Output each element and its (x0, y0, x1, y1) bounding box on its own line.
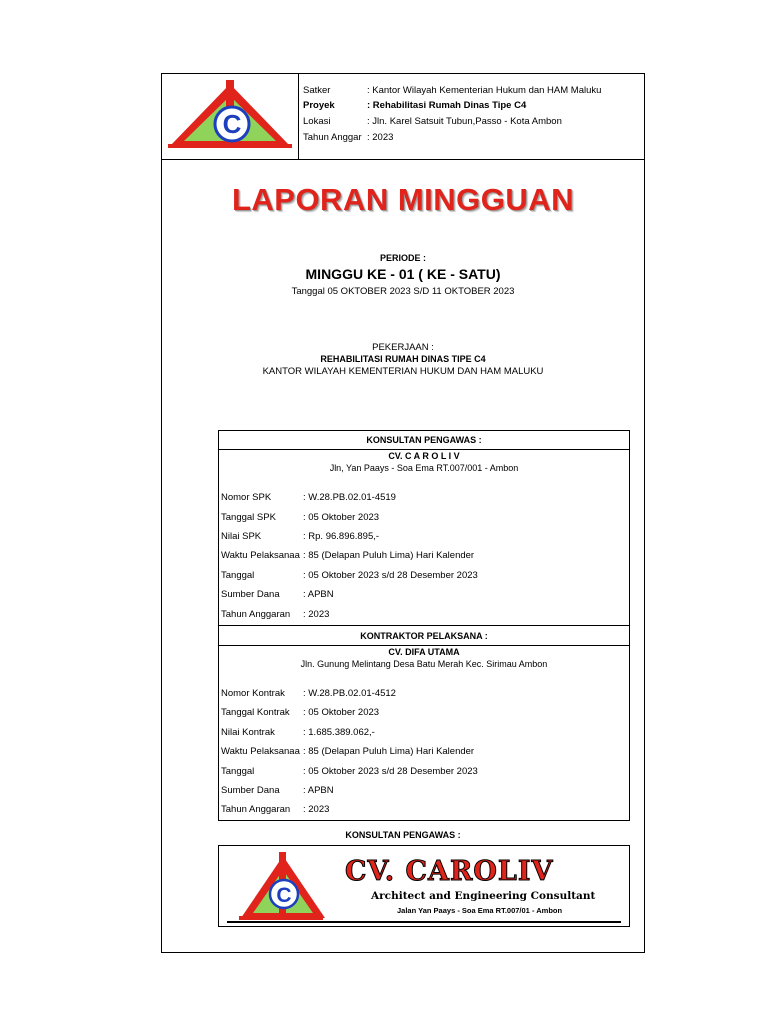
row-value: : 85 (Delapan Puluh Lima) Hari Kalender (303, 550, 475, 561)
header-logo-cell (162, 74, 299, 160)
konsultan-heading: KONSULTAN PENGAWAS : (219, 431, 629, 450)
lokasi-label: Lokasi (303, 116, 331, 127)
pekerjaan-name: REHABILITASI RUMAH DINAS TIPE C4 (320, 354, 486, 364)
lokasi-value: : Jln. Karel Satsuit Tubun,Passo - Kota Ambon (367, 116, 562, 127)
row-key: Waktu Pelaksanaa (221, 550, 300, 561)
report-cover-page (161, 73, 645, 953)
kontraktor-name: CV. DIFA UTAMA (388, 647, 460, 657)
row-key: Tahun Anggaran (221, 609, 291, 620)
konsultan-name: CV. C A R O L I V (388, 451, 460, 461)
row-key: Tanggal SPK (221, 512, 276, 523)
row-value: : 05 Oktober 2023 (303, 512, 380, 523)
row-key: Nomor Kontrak (221, 688, 285, 699)
section-divider (219, 625, 629, 626)
header-info (299, 74, 644, 160)
satker-label: Satker (303, 85, 331, 96)
row-value: : 05 Oktober 2023 s/d 28 Desember 2023 (303, 766, 478, 777)
pekerjaan-office: KANTOR WILAYAH KEMENTERIAN HUKUM DAN HAM MALUKU (262, 366, 544, 377)
kontraktor-row (221, 727, 375, 738)
letterhead-tagline: Architect and Engineering Consultant (371, 890, 596, 902)
letterhead-brand: CV. CAROLIV (345, 856, 554, 887)
consultant-letterhead (218, 845, 630, 927)
row-key: Tanggal Kontrak (221, 707, 290, 718)
kontraktor-row (221, 707, 379, 718)
periode-week: MINGGU KE - 01 ( KE - SATU) (305, 266, 501, 282)
row-key: Tanggal (221, 570, 255, 581)
konsultan-row (221, 609, 329, 620)
letterhead-logo-icon (235, 848, 325, 926)
row-key: Sumber Dana (221, 589, 280, 600)
konsultan-address: Jln, Yan Paays - Soa Ema RT.007/001 - Ambon (329, 463, 519, 473)
proyek-label: Proyek (303, 100, 335, 111)
kontraktor-row (221, 804, 329, 815)
konsultan-row (221, 492, 396, 503)
row-value: : W.28.PB.02.01-4512 (303, 688, 396, 699)
row-value: : 05 Oktober 2023 (303, 707, 380, 718)
tahun-row (303, 132, 393, 143)
proyek-row (303, 100, 526, 111)
kontraktor-heading: KONTRAKTOR PELAKSANA : (219, 627, 629, 646)
row-value: : 1.685.389.062,- (303, 727, 375, 738)
kontraktor-address: Jln. Gunung Melintang Desa Batu Merah Kec. Sirimau Ambon (300, 659, 548, 669)
row-value: : APBN (303, 589, 334, 600)
periode-dates: Tanggal 05 OKTOBER 2023 S/D 11 OKTOBER 2023 (291, 286, 515, 297)
row-value: : W.28.PB.02.01-4519 (303, 492, 396, 503)
row-value: : 05 Oktober 2023 s/d 28 Desember 2023 (303, 570, 478, 581)
satker-value: : Kantor Wilayah Kementerian Hukum dan HAM Maluku (367, 85, 602, 96)
row-value: : 2023 (303, 804, 330, 815)
satker-row (303, 85, 601, 96)
row-value: : Rp. 96.896.895,- (303, 531, 380, 542)
tahun-label: Tahun Anggar (303, 132, 362, 143)
row-key: Sumber Dana (221, 785, 280, 796)
konsultan-row (221, 512, 379, 523)
row-key: Nomor SPK (221, 492, 272, 503)
lokasi-row (303, 116, 562, 127)
letterhead-address: Jalan Yan Paays - Soa Ema RT.007/01 - Ambon (397, 906, 563, 915)
konsultan-row (221, 550, 474, 561)
konsultan-row (221, 531, 379, 542)
kontraktor-row (221, 746, 474, 757)
kontraktor-row (221, 785, 334, 796)
letterhead-underline (227, 921, 621, 923)
row-value: : 85 (Delapan Puluh Lima) Hari Kalender (303, 746, 475, 757)
parties-table (218, 430, 630, 821)
periode-label: PERIODE : (379, 253, 426, 263)
row-value: : APBN (303, 785, 334, 796)
konsultan-row (221, 589, 334, 600)
row-key: Waktu Pelaksanaa (221, 746, 300, 757)
kontraktor-row (221, 766, 478, 777)
company-logo-icon (162, 74, 299, 160)
konsultan-row (221, 570, 478, 581)
pekerjaan-label: PEKERJAAN : (372, 342, 434, 353)
row-value: : 2023 (303, 609, 330, 620)
letterhead-logo-letter: C (276, 884, 292, 907)
report-title: LAPORAN MINGGUAN (231, 182, 575, 217)
row-key: Nilai Kontrak (221, 727, 275, 738)
logo-letter: C (222, 109, 242, 139)
proyek-value: : Rehabilitasi Rumah Dinas Tipe C4 (367, 100, 527, 111)
tahun-value: : 2023 (367, 132, 394, 143)
row-key: Nilai SPK (221, 531, 262, 542)
row-key: Tahun Anggaran (221, 804, 291, 815)
footer-heading: KONSULTAN PENGAWAS : (345, 830, 461, 840)
kontraktor-section (219, 627, 629, 670)
row-key: Tanggal (221, 766, 255, 777)
kontraktor-row (221, 688, 396, 699)
